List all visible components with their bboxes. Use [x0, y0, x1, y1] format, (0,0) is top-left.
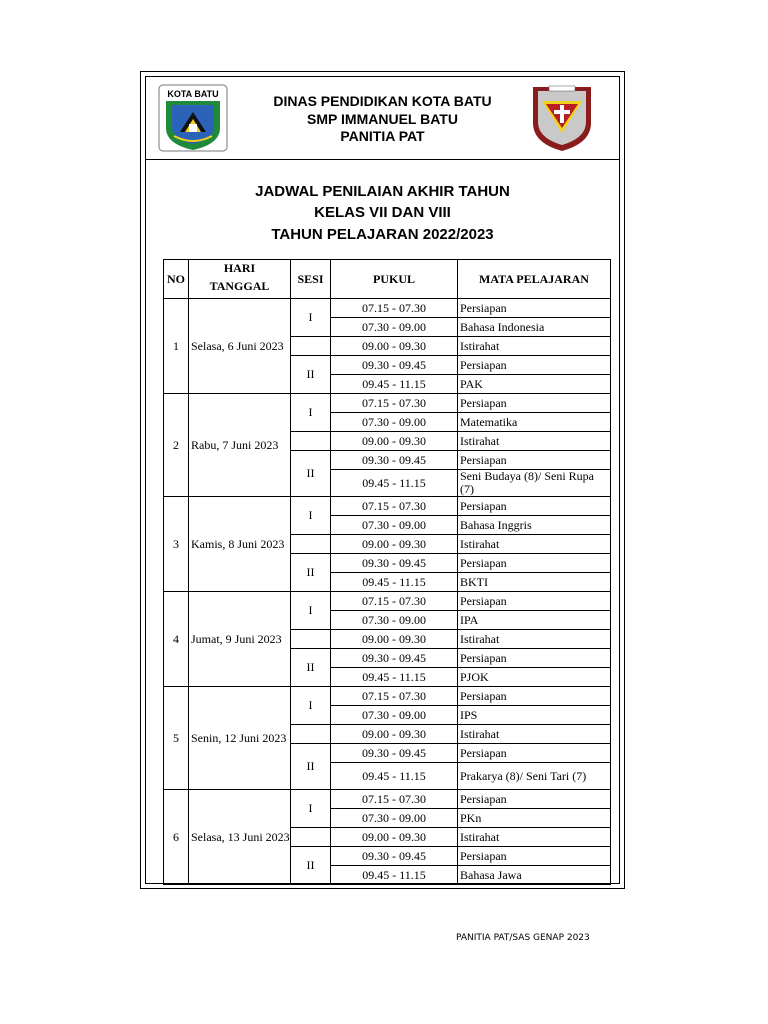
row-session: II: [291, 451, 331, 497]
row-time: 09.45 - 11.15: [331, 375, 458, 394]
row-session: II: [291, 744, 331, 790]
header-committee: PANITIA PAT: [340, 128, 425, 144]
row-number: 2: [164, 394, 189, 497]
row-subject: Matematika: [458, 413, 611, 432]
row-subject: Istirahat: [458, 535, 611, 554]
exam-schedule-table: [163, 259, 611, 885]
row-day-date: Rabu, 7 Juni 2023: [189, 394, 291, 497]
row-subject: Persiapan: [458, 847, 611, 866]
row-number: 6: [164, 790, 189, 885]
row-time: 09.30 - 09.45: [331, 356, 458, 375]
col-header-pukul: PUKUL: [331, 260, 458, 299]
col-header-day: [189, 260, 291, 299]
smp-immanuel-logo: [529, 81, 595, 153]
letterhead: [146, 77, 619, 160]
row-time: 09.45 - 11.15: [331, 573, 458, 592]
document-frame: [140, 71, 625, 889]
row-time: 09.45 - 11.15: [331, 763, 458, 790]
row-subject: Seni Budaya (8)/ Seni Rupa (7): [458, 470, 611, 497]
row-subject: Persiapan: [458, 592, 611, 611]
schedule-grades: KELAS VII DAN VIII: [314, 204, 451, 221]
row-session: I: [291, 687, 331, 725]
table-row: [164, 497, 611, 516]
row-subject: Persiapan: [458, 649, 611, 668]
row-time: 07.30 - 09.00: [331, 318, 458, 337]
row-session: I: [291, 790, 331, 828]
row-session: II: [291, 554, 331, 592]
row-session-break: [291, 337, 331, 356]
row-subject: Istirahat: [458, 725, 611, 744]
row-day-date: Kamis, 8 Juni 2023: [189, 497, 291, 592]
row-subject: IPS: [458, 706, 611, 725]
table-header-row: [164, 260, 611, 299]
row-time: 07.30 - 09.00: [331, 413, 458, 432]
header-agency: DINAS PENDIDIKAN KOTA BATU: [273, 93, 492, 109]
schedule-title: JADWAL PENILAIAN AKHIR TAHUN: [255, 183, 510, 200]
row-time: 09.30 - 09.45: [331, 451, 458, 470]
row-subject: BKTI: [458, 573, 611, 592]
row-number: 4: [164, 592, 189, 687]
row-subject: Persiapan: [458, 356, 611, 375]
row-time: 07.15 - 07.30: [331, 687, 458, 706]
row-session: II: [291, 356, 331, 394]
row-time: 07.30 - 09.00: [331, 809, 458, 828]
row-time: 09.30 - 09.45: [331, 744, 458, 763]
row-number: 5: [164, 687, 189, 790]
row-time: 07.15 - 07.30: [331, 299, 458, 318]
col-header-day-line1: HARI: [223, 260, 256, 275]
row-time: 07.30 - 09.00: [331, 706, 458, 725]
row-subject: Persiapan: [458, 394, 611, 413]
col-header-day-line2: TANGGAL: [209, 278, 270, 293]
row-subject: Istirahat: [458, 337, 611, 356]
row-number: 1: [164, 299, 189, 394]
table-row: [164, 592, 611, 611]
document-inner-frame: [145, 76, 620, 884]
row-session: II: [291, 649, 331, 687]
col-header-mapel: MATA PELAJARAN: [458, 260, 611, 299]
row-subject: PJOK: [458, 668, 611, 687]
schedule-body: [164, 299, 611, 885]
row-time: 09.30 - 09.45: [331, 847, 458, 866]
row-time: 07.15 - 07.30: [331, 497, 458, 516]
row-day-date: Jumat, 9 Juni 2023: [189, 592, 291, 687]
row-subject: Persiapan: [458, 554, 611, 573]
row-session: I: [291, 497, 331, 535]
kota-batu-logo-text: KOTA BATU: [167, 89, 219, 99]
row-time: 07.15 - 07.30: [331, 592, 458, 611]
row-time: 09.00 - 09.30: [331, 535, 458, 554]
row-session-break: [291, 828, 331, 847]
row-time: 09.00 - 09.30: [331, 828, 458, 847]
row-time: 09.30 - 09.45: [331, 649, 458, 668]
row-time: 09.00 - 09.30: [331, 630, 458, 649]
row-session: I: [291, 592, 331, 630]
table-row: [164, 790, 611, 809]
row-session-break: [291, 725, 331, 744]
table-row: [164, 394, 611, 413]
row-session: I: [291, 394, 331, 432]
row-day-date: Selasa, 13 Juni 2023: [189, 790, 291, 885]
row-subject: Istirahat: [458, 630, 611, 649]
row-subject: Bahasa Inggris: [458, 516, 611, 535]
row-time: 09.00 - 09.30: [331, 725, 458, 744]
row-time: 07.15 - 07.30: [331, 394, 458, 413]
row-subject: Persiapan: [458, 451, 611, 470]
row-day-date: Selasa, 6 Juni 2023: [189, 299, 291, 394]
row-subject: Prakarya (8)/ Seni Tari (7): [458, 763, 611, 790]
col-header-sesi: SESI: [291, 260, 331, 299]
footer-note: PANITIA PAT/SAS GENAP 2023: [456, 933, 590, 943]
row-subject: PAK: [458, 375, 611, 394]
row-subject: Persiapan: [458, 744, 611, 763]
header-school: SMP IMMANUEL BATU: [307, 111, 458, 127]
col-header-no: NO: [164, 260, 189, 299]
row-subject: Istirahat: [458, 828, 611, 847]
row-time: 09.00 - 09.30: [331, 337, 458, 356]
row-day-date: Senin, 12 Juni 2023: [189, 687, 291, 790]
row-subject: Persiapan: [458, 687, 611, 706]
row-session: I: [291, 299, 331, 337]
table-row: [164, 299, 611, 318]
row-time: 07.15 - 07.30: [331, 790, 458, 809]
row-number: 3: [164, 497, 189, 592]
table-row: [164, 687, 611, 706]
row-time: 07.30 - 09.00: [331, 516, 458, 535]
row-subject: Bahasa Jawa: [458, 866, 611, 885]
row-subject: Bahasa Indonesia: [458, 318, 611, 337]
row-time: 07.30 - 09.00: [331, 611, 458, 630]
row-session-break: [291, 432, 331, 451]
row-time: 09.45 - 11.15: [331, 668, 458, 687]
row-session: II: [291, 847, 331, 885]
row-session-break: [291, 535, 331, 554]
row-subject: Persiapan: [458, 790, 611, 809]
row-time: 09.00 - 09.30: [331, 432, 458, 451]
row-time: 09.45 - 11.15: [331, 866, 458, 885]
row-time: 09.45 - 11.15: [331, 470, 458, 497]
row-subject: IPA: [458, 611, 611, 630]
row-subject: PKn: [458, 809, 611, 828]
schedule-year: TAHUN PELAJARAN 2022/2023: [271, 226, 494, 243]
row-subject: Istirahat: [458, 432, 611, 451]
row-time: 09.30 - 09.45: [331, 554, 458, 573]
row-subject: Persiapan: [458, 497, 611, 516]
row-session-break: [291, 630, 331, 649]
row-subject: Persiapan: [458, 299, 611, 318]
